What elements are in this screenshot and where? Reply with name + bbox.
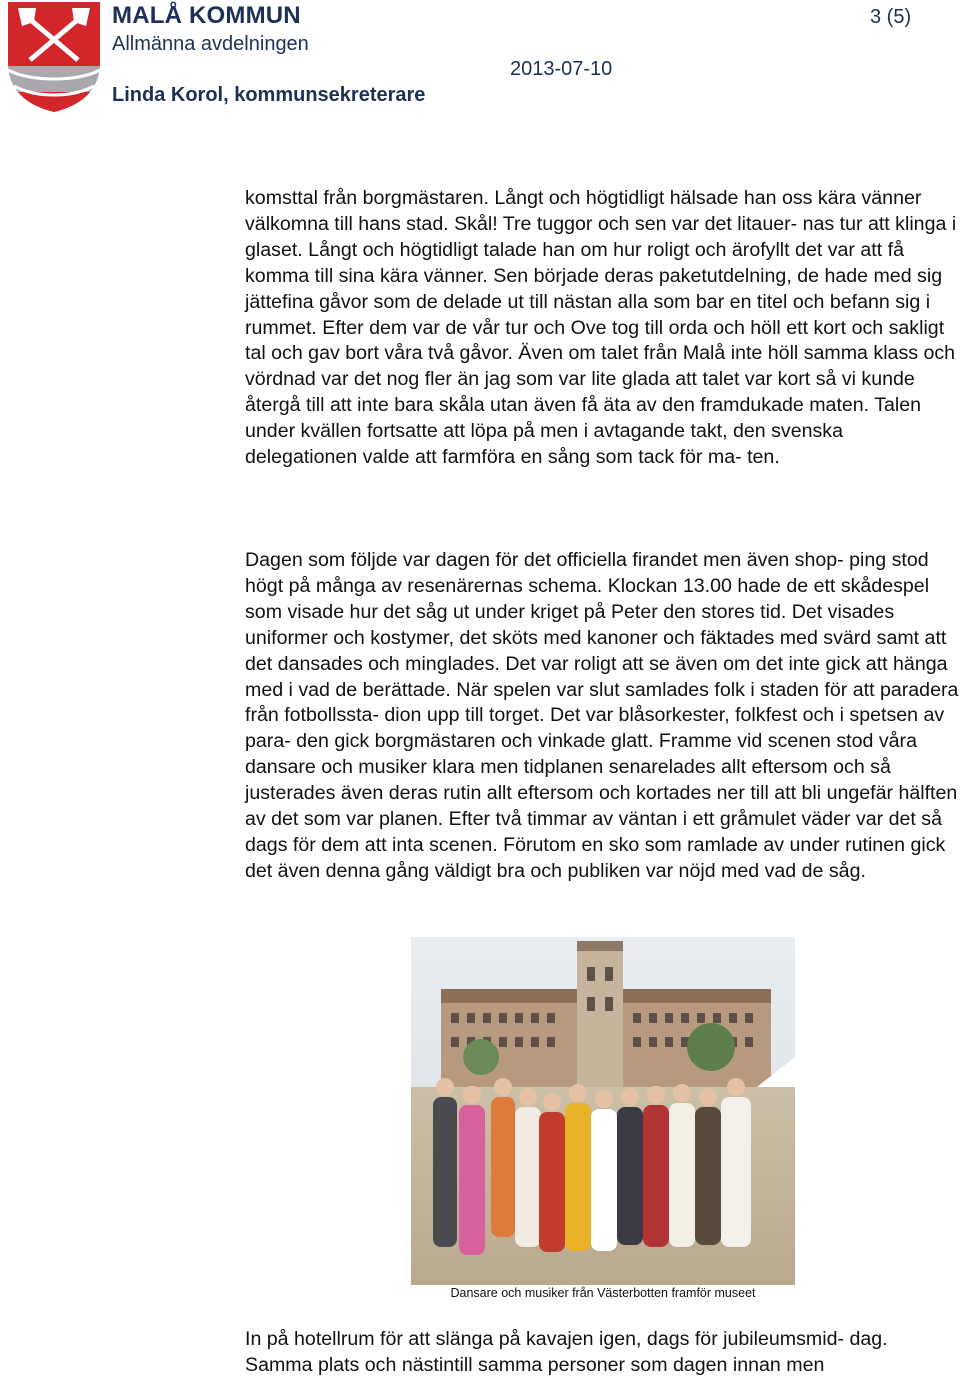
group-photo bbox=[411, 937, 795, 1285]
page-number: 3 (5) bbox=[870, 6, 912, 28]
coat-of-arms-logo bbox=[4, 0, 104, 114]
document-date: 2013-07-10 bbox=[510, 58, 613, 80]
body-paragraph: Dagen som följde var dagen för det officiella firandet men även shop- ping stod högt på många av resenärernas schema. Klockan 13.00 hade de ett skådespel som visade hur det såg ut under kriget på Peter den stores tid. Det visades uniformer och kostymer, det sköts med kanoner och fäktades med svärd samt att det dansades och minglades. Det var roligt att se även om det inte gick att hänga med i vad de berättade. När spelen var slut samlades folk i staden för att paradera från fotbollssta- dion upp till torget. Det var blåsorkester, folkfest och i spetsen av para- den gick borgmästaren och vinkade glatt. Framme vid scenen stod våra dansare och musiker klara men tidplanen senarelades allt eftersom och så justerades även deras rutin allt eftersom och kortades ner till att bli ungefär hälften av det som var planen. Efter två timmar av väntan i ett gråmulet väder var det så dags för dem att inta scenen. Förutom en sko som ramlade av under rutinen gick det även denna gång väldigt bra och publiken var nöjd med vad de såg. bbox=[245, 549, 959, 882]
department-name: Allmänna avdelningen bbox=[112, 33, 309, 55]
photo-caption: Dansare och musiker från Västerbotten framför museet bbox=[450, 1286, 756, 1300]
organization-name: MALÅ KOMMUN bbox=[112, 2, 301, 29]
page-header bbox=[0, 0, 960, 130]
group-photo-illustration bbox=[411, 937, 795, 1285]
body-paragraph: komsttal från borgmästaren. Långt och högtidligt hälsade han oss kära vänner välkomna till hans stad. Skål! Tre tuggor och sen var det litauer- nas tur att klinga i glaset. Långt och högtidligt talade han om hur roligt och ärofyllt det var att få komma till sina kära vänner. Sen började deras paketutdelning, de hade med sig jättefina gåvor som de delade ut till nästan alla som bar en titel och befann sig i rummet. Efter dem var de vår tur och Ove tog till orda och höll ett kort och sakligt tal och gav bort våra två gåvor. Även om talet från Malå inte höll samma klass och vördnad var det nog fler än jag som var lite glada att talet var kort så vi kunde återgå till att inte bara skåla utan även få äta av den framdukade maten. Talen under kvällen fortsatte att löpa på men i avtagande takt, den svenska delegationen valde att farmföra en sång som tack för ma- ten. bbox=[245, 187, 957, 469]
body-paragraph: In på hotellrum för att slänga på kavajen igen, dags för jubileumsmid- dag. Samma plats och nästintill samma personer som dagen innan men bbox=[245, 1328, 888, 1376]
author-name: Linda Korol, kommunsekreterare bbox=[112, 84, 426, 106]
